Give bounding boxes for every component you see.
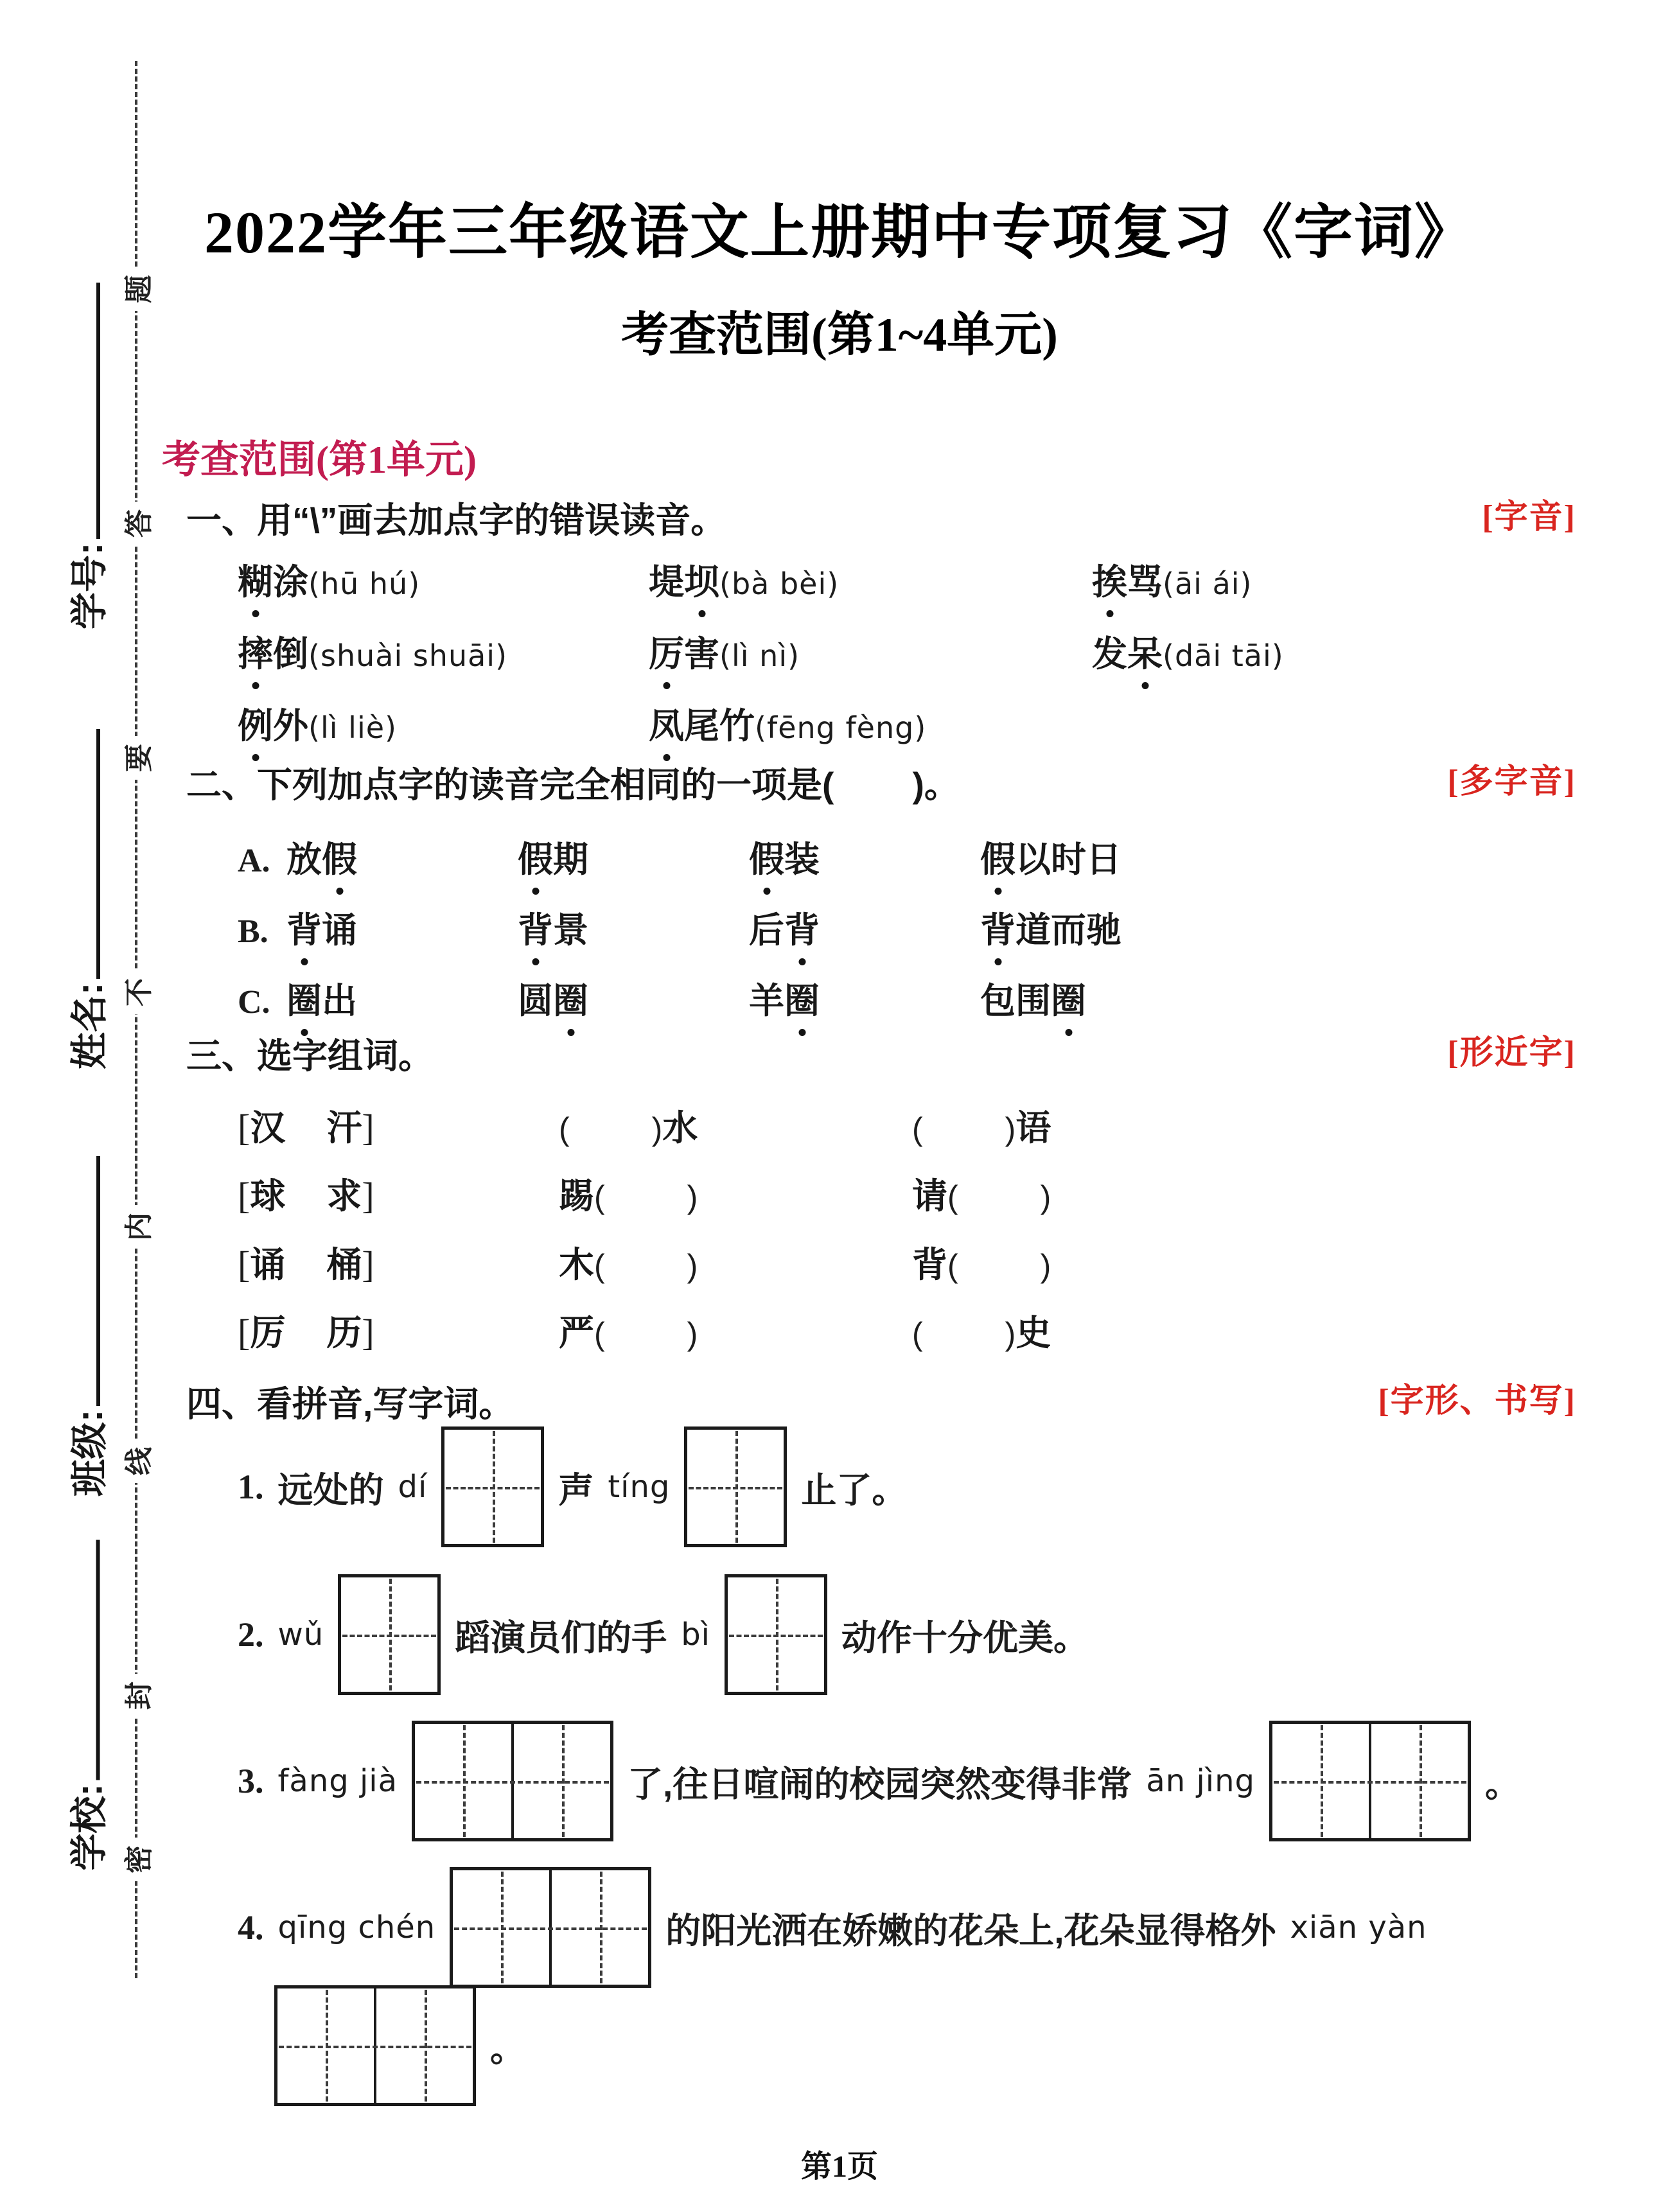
dotted-word <box>749 972 980 1023</box>
question3-text: 选字组词。 <box>257 1036 434 1076</box>
word-row <box>238 626 1640 676</box>
character-pair <box>238 1100 559 1150</box>
question1-number: 一、 <box>186 500 258 540</box>
fill-blank <box>912 1168 1640 1218</box>
open-paren: ( <box>912 1111 923 1147</box>
chinese-text: 动作十分优美。 <box>841 1617 1089 1658</box>
cjk-char: 诵 <box>322 910 358 950</box>
left-bracket: [ <box>238 1175 251 1216</box>
student-info-field <box>33 1540 110 1871</box>
pinyin-choices: (lì nì) <box>719 638 800 673</box>
open-paren: ( <box>594 1248 605 1284</box>
fill-blank <box>912 1236 1640 1287</box>
writing-box <box>338 1574 441 1695</box>
cjk-char: 凤 <box>649 698 684 748</box>
writing-box-cell <box>549 1870 648 1985</box>
chinese-text: 了,往日喧闹的校园突然变得非常 <box>628 1764 1132 1804</box>
writing-box-cell <box>444 1430 541 1544</box>
close-paren: ) <box>1005 1111 1016 1147</box>
dotted-word <box>980 972 1640 1023</box>
question4-text: 看拼音,写字词。 <box>257 1384 514 1424</box>
cjk-char: 后 <box>749 910 785 950</box>
chinese-text: 远处的 <box>277 1470 384 1510</box>
cjk-char: 桶 <box>326 1245 362 1285</box>
cjk-char: 挨 <box>1092 554 1127 604</box>
pinyin-text: fàng jià <box>277 1763 398 1799</box>
pinyin-writing-item <box>238 1869 1427 1986</box>
word-row <box>238 698 1640 748</box>
close-paren: ) <box>651 1111 663 1147</box>
close-paren: ) <box>1040 1179 1051 1215</box>
open-paren: ( <box>594 1316 605 1352</box>
character-pair <box>238 1168 559 1218</box>
word-with-pinyin <box>649 698 1092 748</box>
cjk-char: 装 <box>784 839 820 879</box>
writing-box-double <box>450 1867 651 1988</box>
question2-header <box>186 757 1615 807</box>
writing-box-double <box>1269 1721 1471 1841</box>
question4-number: 四、 <box>186 1384 258 1424</box>
student-info-field <box>33 729 110 1069</box>
cjk-char: 背 <box>912 1245 948 1285</box>
option-label: B. <box>238 913 268 950</box>
seal-char: 线 <box>113 1439 159 1483</box>
word-row <box>238 554 1640 604</box>
option-row <box>238 902 1640 952</box>
item-number: 2. <box>238 1615 264 1654</box>
student-info-label: 学校: <box>68 1784 110 1871</box>
pinyin-text: dí <box>398 1469 428 1505</box>
page-subtitle: 考查范围(第1~4单元) <box>621 309 1058 362</box>
writing-box-cell <box>277 1988 374 2103</box>
dotted-word <box>286 902 518 952</box>
blank-underline <box>96 729 100 979</box>
pinyin-choices: (hū hú) <box>308 566 421 601</box>
cjk-char: 而 <box>1051 910 1087 950</box>
cjk-char: 呆 <box>1127 626 1163 676</box>
cjk-char: 请 <box>912 1176 948 1216</box>
cjk-char: 涂 <box>273 562 309 602</box>
cjk-char: 厉 <box>250 1313 286 1353</box>
cjk-char: 假 <box>980 831 1015 882</box>
seal-char: 封 <box>113 1674 159 1717</box>
seal-char: 答 <box>113 502 159 545</box>
word-with-pinyin <box>238 626 649 676</box>
cjk-char: 圈 <box>784 972 820 1023</box>
pinyin-text: ān jìng <box>1146 1763 1255 1799</box>
pinyin-writing-item <box>274 1987 525 2104</box>
cjk-char: 以 <box>1015 839 1051 879</box>
close-paren: ) <box>687 1316 698 1352</box>
dotted-word <box>518 902 749 952</box>
dotted-word <box>980 902 1640 952</box>
writing-box-double <box>274 1985 476 2106</box>
cjk-char: 堤 <box>649 562 685 602</box>
seal-char: 要 <box>113 736 159 780</box>
chinese-text: 声 <box>558 1470 594 1510</box>
close-paren: ) <box>1040 1248 1051 1284</box>
chinese-text: 止了。 <box>801 1470 908 1510</box>
cjk-char: 期 <box>553 839 589 879</box>
writing-box-cell <box>415 1724 511 1838</box>
chinese-text: 蹈演员们的手 <box>455 1617 667 1658</box>
cjk-char: 例 <box>238 698 273 748</box>
character-pair <box>238 1304 559 1355</box>
open-paren: ( <box>594 1179 605 1215</box>
fill-blank <box>559 1236 912 1287</box>
cjk-char: 求 <box>326 1176 362 1216</box>
seal-char: 不 <box>113 970 159 1014</box>
cjk-char: 语 <box>1015 1108 1051 1148</box>
section-header-unit1: 考查范围(第1单元) <box>162 439 477 481</box>
word-with-pinyin <box>649 554 1092 604</box>
left-bracket: [ <box>238 1312 251 1353</box>
question3-tag: [形近字] <box>1447 1035 1576 1071</box>
right-bracket: ] <box>362 1312 374 1353</box>
writing-box <box>725 1574 827 1695</box>
question4-tag: [字形、书写] <box>1378 1383 1576 1419</box>
writing-box-cell <box>341 1577 437 1692</box>
cjk-char: 竹 <box>719 706 755 746</box>
dotted-word <box>518 972 749 1023</box>
close-paren: ) <box>687 1248 698 1284</box>
pinyin-text: wǔ <box>277 1617 324 1653</box>
character-pair <box>238 1236 559 1287</box>
student-info-label: 学号: <box>69 542 111 629</box>
student-info-label: 姓名: <box>69 982 111 1069</box>
cjk-char: 摔 <box>238 626 273 676</box>
close-paren: ) <box>687 1179 698 1215</box>
cjk-char: 木 <box>559 1245 595 1285</box>
word-with-pinyin <box>1092 626 1640 676</box>
cjk-char: 背 <box>980 902 1015 952</box>
cjk-char: 假 <box>518 831 553 882</box>
fill-blank <box>559 1304 912 1355</box>
cjk-char: 圆 <box>518 981 554 1021</box>
dotted-word <box>518 831 749 882</box>
student-info-field <box>33 1156 110 1497</box>
cjk-char: 厉 <box>649 626 684 676</box>
writing-box-cell <box>1369 1724 1468 1838</box>
option-label: C. <box>238 984 270 1021</box>
cjk-char: 背 <box>286 902 322 952</box>
cjk-char: 汉 <box>250 1108 286 1148</box>
question3-header <box>186 1028 1615 1078</box>
cjk-char: 围 <box>1015 981 1051 1021</box>
pinyin-choices: (āi ái) <box>1163 566 1253 601</box>
question2-number: 二、 <box>186 765 258 805</box>
question1-header <box>186 492 1615 543</box>
writing-box-cell <box>687 1430 784 1544</box>
writing-box <box>441 1426 544 1547</box>
seal-char: 题 <box>113 267 159 311</box>
pinyin-choices: (bà bèi) <box>719 566 840 601</box>
dotted-word <box>286 972 518 1023</box>
fill-blank <box>559 1168 912 1218</box>
cjk-char: 假 <box>322 831 357 882</box>
question2-text: 下列加点字的读音完全相同的一项是( )。 <box>257 765 960 805</box>
pinyin-writing-item <box>238 1723 1520 1839</box>
choice-row <box>238 1100 1640 1150</box>
cjk-char: 驰 <box>1086 910 1122 950</box>
cjk-char: 倒 <box>273 634 309 674</box>
cjk-char: 圈 <box>553 972 588 1023</box>
cjk-char: 球 <box>250 1176 286 1216</box>
item-number: 3. <box>238 1762 264 1800</box>
dotted-word <box>980 831 1640 882</box>
close-paren: ) <box>1005 1316 1016 1352</box>
word-with-pinyin <box>238 554 649 604</box>
writing-box-cell <box>453 1870 549 1985</box>
pinyin-choices: (lì liè) <box>308 710 397 745</box>
pinyin-text: xiān yàn <box>1290 1909 1427 1945</box>
dotted-word <box>749 902 980 952</box>
pinyin-writing-item <box>238 1428 907 1545</box>
cjk-char: 水 <box>662 1108 698 1148</box>
chinese-text: 。 <box>1485 1764 1521 1804</box>
fill-blank <box>559 1100 912 1150</box>
cjk-char: 外 <box>273 706 309 746</box>
option-row <box>238 831 1640 882</box>
cjk-char: 时 <box>1051 839 1087 879</box>
seal-char: 密 <box>113 1838 159 1881</box>
seal-char: 内 <box>113 1205 159 1249</box>
option-row <box>238 972 1640 1023</box>
word-with-pinyin <box>649 626 1092 676</box>
writing-box-cell <box>728 1577 824 1692</box>
cjk-char: 背 <box>784 902 820 952</box>
question1-tag: [字音] <box>1482 499 1576 536</box>
cjk-char: 包 <box>980 981 1016 1021</box>
pinyin-writing-item <box>238 1576 1089 1693</box>
chinese-text: 。 <box>490 2028 526 2069</box>
question1-text: 用“\”画去加点字的错误读音。 <box>257 500 726 540</box>
blank-underline <box>96 1156 100 1406</box>
cjk-char: 史 <box>1015 1313 1051 1353</box>
cjk-char: 踢 <box>559 1176 595 1216</box>
item-number: 4. <box>238 1908 264 1947</box>
cjk-char: 坝 <box>684 554 719 604</box>
pinyin-choices: (fēng fèng) <box>755 710 927 745</box>
writing-box-cell <box>511 1724 610 1838</box>
cjk-char: 历 <box>326 1313 362 1353</box>
open-paren: ( <box>559 1111 570 1147</box>
cjk-char: 景 <box>553 910 589 950</box>
choice-row <box>238 1236 1640 1287</box>
cjk-char: 出 <box>322 981 358 1021</box>
cjk-char: 发 <box>1092 634 1128 674</box>
left-bracket: [ <box>238 1243 251 1285</box>
dotted-word <box>286 831 518 882</box>
pinyin-choices: (shuài shuāi) <box>308 638 508 673</box>
chinese-text: 的阳光洒在娇嫩的花朵上,花朵显得格外 <box>665 1910 1276 1951</box>
right-bracket: ] <box>362 1107 374 1148</box>
right-bracket: ] <box>362 1243 374 1285</box>
page-title: 2022学年三年级语文上册期中专项复习《字词》 <box>204 200 1475 265</box>
student-info-label: 班级: <box>69 1409 111 1497</box>
fill-blank <box>912 1304 1640 1355</box>
cjk-char: 骂 <box>1127 562 1163 602</box>
cjk-char: 诵 <box>250 1245 286 1285</box>
question2-tag: [多字音] <box>1447 764 1576 800</box>
cjk-char: 背 <box>518 902 553 952</box>
open-paren: ( <box>912 1316 923 1352</box>
left-bracket: [ <box>238 1107 251 1148</box>
fill-blank <box>912 1100 1640 1150</box>
right-bracket: ] <box>362 1175 374 1216</box>
cjk-char: 害 <box>684 634 720 674</box>
choice-row <box>238 1304 1640 1355</box>
pinyin-text: qīng chén <box>277 1909 436 1945</box>
dotted-word <box>749 831 980 882</box>
question3-number: 三、 <box>186 1036 258 1076</box>
writing-box-cell <box>374 1988 473 2103</box>
pinyin-choices: (dāi tāi) <box>1163 638 1284 673</box>
cjk-char: 糊 <box>238 554 273 604</box>
blank-underline <box>96 1540 100 1780</box>
cjk-char: 道 <box>1015 910 1051 950</box>
pinyin-text: bì <box>681 1617 711 1653</box>
word-with-pinyin <box>238 698 649 748</box>
cjk-char: 圈 <box>1051 972 1086 1023</box>
word-with-pinyin <box>1092 554 1640 604</box>
writing-box-cell <box>1272 1724 1369 1838</box>
open-paren: ( <box>947 1248 958 1284</box>
option-label: A. <box>238 843 270 879</box>
cjk-char: 尾 <box>684 706 720 746</box>
open-paren: ( <box>947 1179 958 1215</box>
cjk-char: 假 <box>749 831 784 882</box>
item-number: 1. <box>238 1468 264 1506</box>
page-number: 第1页 <box>800 2150 878 2184</box>
cjk-char: 日 <box>1086 839 1122 879</box>
cjk-char: 严 <box>559 1313 595 1353</box>
cjk-char: 圈 <box>286 972 322 1023</box>
cjk-char: 汗 <box>326 1108 362 1148</box>
writing-box-double <box>412 1721 613 1841</box>
cjk-char: 放 <box>286 839 322 879</box>
cjk-char: 羊 <box>749 981 785 1021</box>
choice-row <box>238 1168 1640 1218</box>
pinyin-text: tíng <box>608 1469 671 1505</box>
question4-header <box>186 1376 1615 1426</box>
writing-box <box>684 1426 787 1547</box>
